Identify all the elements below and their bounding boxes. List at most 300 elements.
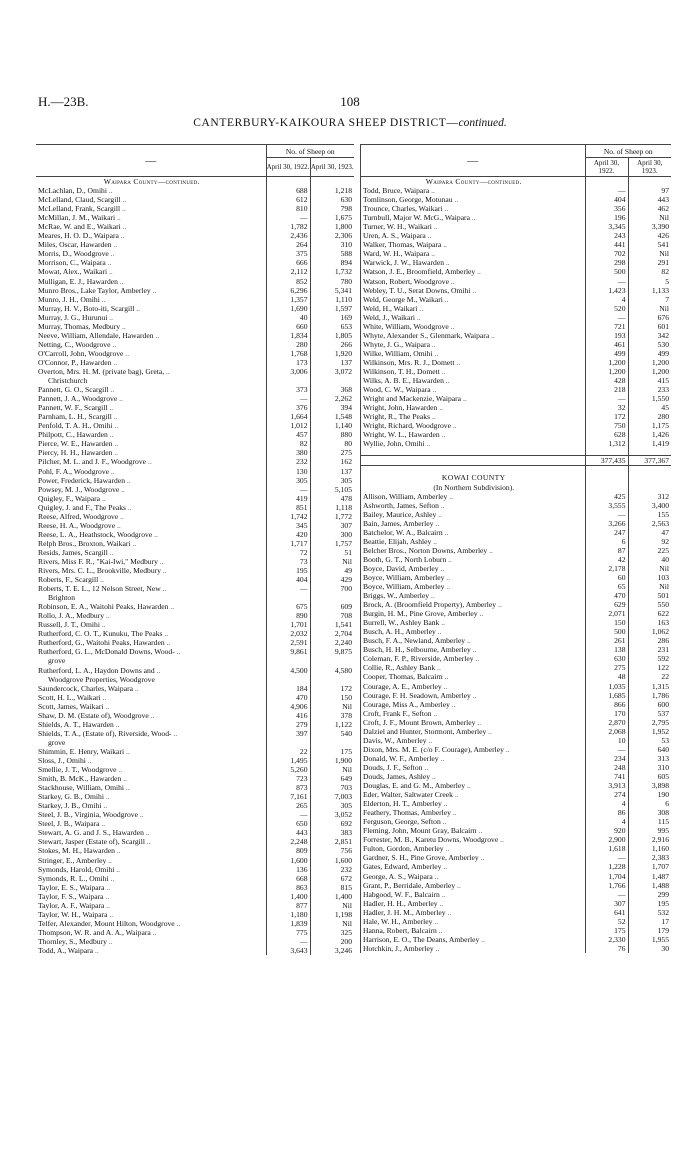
sheep-1922: 130 bbox=[266, 467, 310, 476]
sheep-1922: 397 bbox=[266, 729, 310, 738]
sheep-1923: 5,341 bbox=[310, 286, 354, 295]
table-row bbox=[36, 503, 354, 512]
sheep-1923: Nil bbox=[628, 249, 671, 258]
sheep-1922: — bbox=[585, 853, 628, 862]
leader-dots: .. bbox=[143, 828, 150, 838]
table-row bbox=[361, 295, 671, 304]
sheep-1922: 274 bbox=[585, 790, 628, 799]
sheep-1923: 415 bbox=[628, 376, 671, 385]
sheep-1922: — bbox=[585, 510, 628, 519]
leader-dots: .. bbox=[160, 584, 167, 594]
sheep-1923: 815 bbox=[310, 883, 354, 892]
sheep-1923: 137 bbox=[310, 358, 354, 367]
sheep-1922: 1,782 bbox=[266, 222, 310, 231]
sheep-1923: Nil bbox=[310, 702, 354, 711]
sheep-1923: 169 bbox=[310, 313, 354, 322]
leader-dots: .. bbox=[439, 366, 446, 376]
sheep-1923 bbox=[310, 177, 354, 186]
sheep-1922: 376 bbox=[266, 403, 310, 412]
owner-name: Reese, H. A., Woodgrove .. bbox=[38, 520, 121, 530]
table-row bbox=[36, 304, 354, 313]
sheep-1922: 82 bbox=[266, 439, 310, 448]
right-table-header bbox=[361, 144, 671, 177]
sheep-1922: 5,260 bbox=[266, 765, 310, 774]
leader-dots: .. bbox=[452, 195, 459, 205]
table-row bbox=[361, 286, 671, 295]
sheep-1922: 60 bbox=[585, 573, 628, 582]
sheep-1923: 163 bbox=[628, 618, 671, 627]
owner-name: Hotchkin, J., Amberley .. bbox=[363, 943, 440, 953]
sheep-1922: 150 bbox=[585, 618, 628, 627]
table-row bbox=[36, 240, 354, 249]
sheep-1922: 1,035 bbox=[585, 682, 628, 691]
table-row bbox=[36, 865, 354, 874]
page-number: 108 bbox=[340, 94, 360, 109]
table-row bbox=[361, 492, 671, 501]
table-row bbox=[361, 718, 671, 727]
sheep-1923: 605 bbox=[628, 772, 671, 781]
leader-dots: .. bbox=[144, 837, 151, 847]
owner-name: McMillan, J. M., Waikari .. bbox=[38, 213, 121, 223]
leader-dots: .. bbox=[157, 556, 164, 566]
table-row bbox=[36, 322, 354, 331]
sheep-1922 bbox=[585, 466, 628, 474]
sheep-1923: 3,072 bbox=[310, 367, 354, 376]
sheep-1922: 175 bbox=[585, 926, 628, 935]
leader-dots: .. bbox=[442, 527, 449, 537]
leader-dots: .. bbox=[438, 500, 445, 510]
sheep-1922: 9,861 bbox=[266, 647, 310, 656]
owner-name: Piercy, H. H., Hawarden .. bbox=[38, 448, 119, 458]
table-row bbox=[36, 892, 354, 901]
table-row bbox=[361, 304, 671, 313]
leader-dots: .. bbox=[153, 330, 160, 340]
sheep-1922: 1,200 bbox=[585, 358, 628, 367]
sheep-1922: 279 bbox=[266, 720, 310, 729]
table-row bbox=[36, 846, 354, 855]
sheep-1922: — bbox=[266, 937, 310, 946]
sheep-1923: 233 bbox=[628, 385, 671, 394]
sheep-1922: 461 bbox=[585, 340, 628, 349]
leader-dots: .. bbox=[429, 186, 435, 196]
leader-dots: .. bbox=[431, 222, 438, 232]
owner-name: Elderton, H. T., Amberley .. bbox=[363, 799, 448, 809]
owner-name: Relph Bros., Broxton, Waikari .. bbox=[38, 538, 137, 548]
leader-dots: .. bbox=[437, 898, 444, 908]
table-row bbox=[361, 835, 671, 844]
sheep-1922: 500 bbox=[585, 267, 628, 276]
sheep-1922: 873 bbox=[266, 783, 310, 792]
owner-name: Mowat, Alex., Waikari .. bbox=[38, 267, 113, 277]
table-row bbox=[36, 485, 354, 494]
sheep-1923: 700 bbox=[310, 584, 354, 593]
sheep-1923: 342 bbox=[628, 331, 671, 340]
sheep-1922: 852 bbox=[266, 277, 310, 286]
owner-name: grove bbox=[48, 656, 66, 666]
total-row bbox=[361, 456, 671, 466]
continuation-row bbox=[36, 656, 354, 665]
table-row bbox=[361, 899, 671, 908]
owner-name: Busch, F. A., Newland, Amberley .. bbox=[363, 636, 471, 646]
owner-name: Turnbull, Major W. McG., Waipara .. bbox=[363, 213, 476, 223]
leader-dots: .. bbox=[470, 645, 477, 655]
leader-dots: .. bbox=[461, 394, 467, 404]
owner-name: Powsey, M. J., Woodgrove .. bbox=[38, 484, 125, 494]
leader-dots: .. bbox=[98, 575, 104, 585]
sheep-1923: 1,200 bbox=[628, 358, 671, 367]
leader-dots: .. bbox=[108, 385, 115, 395]
sheep-1923: 172 bbox=[310, 684, 354, 693]
table-row bbox=[36, 602, 354, 611]
owner-name: Weld, George M., Waikari .. bbox=[363, 294, 449, 304]
leader-dots: .. bbox=[432, 871, 439, 881]
table-row bbox=[36, 901, 354, 910]
leader-dots: .. bbox=[425, 231, 432, 241]
leader-dots: .. bbox=[449, 699, 456, 709]
sheep-1922: 173 bbox=[266, 358, 310, 367]
leader-dots: .. bbox=[107, 312, 114, 322]
sheep-1922: 193 bbox=[585, 331, 628, 340]
owner-name: Robinson, E. A., Waitohi Peaks, Hawarden .. bbox=[38, 602, 175, 612]
leader-dots: .. bbox=[476, 826, 483, 836]
left-column bbox=[36, 144, 354, 955]
sheep-1923: 305 bbox=[310, 476, 354, 485]
sheep-1923: 1,122 bbox=[310, 720, 354, 729]
owner-name: White, William, Woodgrove .. bbox=[363, 321, 455, 331]
leader-dots: .. bbox=[442, 294, 449, 304]
leader-dots: .. bbox=[455, 880, 461, 890]
table-row bbox=[361, 645, 671, 654]
owner-name: Brock, A. (Broomfield Property), Amberley .. bbox=[363, 600, 502, 610]
sheep-1923: 1,488 bbox=[628, 881, 671, 890]
sheep-1922: 1,717 bbox=[266, 539, 310, 548]
sheep-1922: 750 bbox=[585, 421, 628, 430]
sheep-1923: 1,800 bbox=[310, 222, 354, 231]
leader-dots: .. bbox=[146, 457, 152, 467]
sheep-1922: 2,068 bbox=[585, 727, 628, 736]
sheep-1923: 305 bbox=[310, 801, 354, 810]
leader-dots: .. bbox=[443, 376, 450, 386]
table-row bbox=[361, 546, 671, 555]
table-row bbox=[361, 385, 671, 394]
table-row bbox=[36, 277, 354, 286]
sheep-1923: 601 bbox=[628, 322, 671, 331]
sheep-1922: — bbox=[585, 186, 628, 195]
leader-dots: .. bbox=[475, 267, 481, 277]
sheep-1923: 22 bbox=[628, 672, 671, 681]
table-row bbox=[36, 720, 354, 729]
leader-dots: .. bbox=[116, 765, 123, 775]
sheep-1922: 264 bbox=[266, 240, 310, 249]
leader-dots: .. bbox=[103, 701, 110, 711]
leader-dots: .. bbox=[432, 348, 439, 358]
leader-dots: .. bbox=[435, 627, 442, 637]
owner-name: Scott, H. L., Waikari .. bbox=[38, 692, 107, 702]
table-row bbox=[36, 792, 354, 801]
owner-name: Saundercock, Charles, Waipara .. bbox=[38, 683, 139, 693]
sheep-1922: 741 bbox=[585, 772, 628, 781]
owner-name: Dixon, Mrs. M. E. (c/o F. Courage), Amberley .. bbox=[363, 744, 510, 754]
table-row bbox=[36, 331, 354, 340]
owner-name: Pierce, W. E., Hawarden .. bbox=[38, 439, 119, 449]
sheep-1923: 1,732 bbox=[310, 267, 354, 276]
table-row bbox=[36, 856, 354, 865]
leader-dots: .. bbox=[148, 710, 155, 720]
sheep-1922: 1,768 bbox=[266, 349, 310, 358]
table-row bbox=[361, 367, 671, 376]
sheep-1923: 1,597 bbox=[310, 304, 354, 313]
leader-dots: .. bbox=[120, 321, 126, 331]
sheep-1923: 45 bbox=[628, 403, 671, 412]
sheep-1922: 6,296 bbox=[266, 286, 310, 295]
owner-name: George, A. S., Waipara .. bbox=[363, 871, 439, 881]
sheep-1922: 499 bbox=[585, 349, 628, 358]
county-heading bbox=[361, 473, 671, 482]
owner-name: Shields, A. T., Hawarden .. bbox=[38, 719, 120, 729]
sheep-1923: 92 bbox=[628, 537, 671, 546]
owner-name: Pohl, F. A., Woodgrove .. bbox=[38, 466, 115, 476]
leader-dots: .. bbox=[114, 864, 121, 874]
left-table-header bbox=[36, 144, 354, 177]
sheep-1922 bbox=[585, 483, 628, 492]
owner-name: Dalziel and Hunter, Stormont, Amberley .. bbox=[363, 726, 492, 736]
sheep-1922: 195 bbox=[266, 566, 310, 575]
leader-dots: .. bbox=[448, 321, 455, 331]
owner-name: Scott, James, Waikari .. bbox=[38, 701, 110, 711]
sheep-1923 bbox=[310, 675, 354, 684]
owner-name: Douds, James, Ashley .. bbox=[363, 772, 436, 781]
sheep-1922: — bbox=[266, 485, 310, 494]
sheep-1923: Nil bbox=[628, 213, 671, 222]
owner-name: Taylor, W. H., Waipara .. bbox=[38, 909, 114, 919]
sheep-1922: 2,071 bbox=[585, 609, 628, 618]
table-row bbox=[36, 521, 354, 530]
sheep-1923: Nil bbox=[628, 564, 671, 573]
table-row bbox=[361, 421, 671, 430]
subdivision-note bbox=[361, 483, 671, 492]
sheep-1922: 628 bbox=[585, 430, 628, 439]
sheep-1923: 368 bbox=[310, 385, 354, 394]
leader-dots: .. bbox=[130, 538, 137, 548]
sheep-1923: 540 bbox=[310, 729, 354, 738]
owner-name: Sloss, J., Omihi .. bbox=[38, 756, 92, 765]
table-row bbox=[36, 421, 354, 430]
owner-name: Belcher Bros., Norton Downs, Amberley .. bbox=[363, 545, 493, 555]
leader-dots: .. bbox=[469, 213, 476, 223]
table-row bbox=[36, 385, 354, 394]
sheep-1923: 2,795 bbox=[628, 718, 671, 727]
table-row bbox=[361, 376, 671, 385]
leader-dots: .. bbox=[498, 835, 504, 845]
sheep-1923: 1,160 bbox=[628, 844, 671, 853]
sheep-1923: Nil bbox=[310, 765, 354, 774]
leader-dots: .. bbox=[137, 810, 144, 820]
sheep-1923: 5,105 bbox=[310, 485, 354, 494]
sheep-1923: 394 bbox=[310, 403, 354, 412]
table-row bbox=[36, 394, 354, 403]
sheep-1922: — bbox=[266, 394, 310, 403]
owner-name: Rutherford, C. O. T., Kunuku, The Peaks .. bbox=[38, 629, 169, 639]
sheep-1923: 609 bbox=[310, 602, 354, 611]
sheep-1922: 470 bbox=[266, 693, 310, 702]
owner-name: Murray, J. G., Hurunui .. bbox=[38, 312, 114, 322]
owner-name: Munro, J. H., Omihi .. bbox=[38, 294, 106, 304]
sheep-1923: 703 bbox=[310, 783, 354, 792]
sheep-1923: 541 bbox=[628, 240, 671, 249]
sheep-1923: 1,218 bbox=[310, 186, 354, 195]
owner-name: Hadler, H. H., Amberley .. bbox=[363, 898, 444, 908]
sheep-1923: 426 bbox=[628, 231, 671, 240]
table-row bbox=[36, 412, 354, 421]
sheep-1922: 1,618 bbox=[585, 844, 628, 853]
table-row bbox=[361, 763, 671, 772]
owner-name: Rutherford, L. A., Haydon Downs and .. bbox=[38, 665, 161, 675]
owner-name: Parnham, L. H., Scargill .. bbox=[38, 412, 118, 422]
table-row bbox=[361, 222, 671, 231]
owner-name: Wyllie, John, Omihi .. bbox=[363, 439, 431, 449]
sheep-1922: 1,839 bbox=[266, 919, 310, 928]
sheep-1922: — bbox=[585, 277, 628, 286]
sheep-1922: 22 bbox=[266, 747, 310, 756]
sheep-1922: 810 bbox=[266, 204, 310, 213]
sheep-1922: 3,266 bbox=[585, 519, 628, 528]
leader-dots: .. bbox=[436, 509, 443, 519]
table-row bbox=[36, 837, 354, 846]
table-row bbox=[361, 781, 671, 790]
sheep-1923: 532 bbox=[628, 908, 671, 917]
sheep-1923: 1,550 bbox=[628, 394, 671, 403]
owner-name: Stackhouse, William, Omihi .. bbox=[38, 783, 130, 793]
sheep-1922: 688 bbox=[266, 186, 310, 195]
sheep-1923: 7 bbox=[628, 295, 671, 304]
table-row bbox=[36, 638, 354, 647]
table-row bbox=[36, 729, 354, 738]
owner-name: Warwick, J. W., Hawarden .. bbox=[363, 258, 450, 268]
right-column bbox=[360, 144, 671, 953]
table-row bbox=[361, 537, 671, 546]
owner-name: O'Connor, P., Hawarden .. bbox=[38, 357, 118, 367]
sheep-1923: 307 bbox=[310, 521, 354, 530]
sheep-1923: 1,920 bbox=[310, 349, 354, 358]
owner-name: Shaw, D. M. (Estate of), Woodgrove .. bbox=[38, 710, 155, 720]
sheep-1923: 49 bbox=[310, 566, 354, 575]
leader-dots: .. bbox=[109, 466, 115, 476]
sheep-1922: 1,701 bbox=[266, 620, 310, 629]
sheep-1922: 3,913 bbox=[585, 781, 628, 790]
sheep-1923: 592 bbox=[628, 654, 671, 663]
sheep-1923: 300 bbox=[310, 530, 354, 539]
sheep-1923: 1,140 bbox=[310, 421, 354, 430]
owner-name: Roberts, F., Scargill .. bbox=[38, 575, 104, 585]
sheep-1922: 1,600 bbox=[266, 856, 310, 865]
sheep-1923: 499 bbox=[628, 349, 671, 358]
sheep-1922 bbox=[266, 675, 310, 684]
sheep-1922: 1,704 bbox=[585, 872, 628, 881]
table-row bbox=[36, 467, 354, 476]
leader-dots: .. bbox=[106, 186, 113, 196]
owner-name: Stewart, A. G. and J. S., Hawarden .. bbox=[38, 828, 150, 838]
sheep-1922: 723 bbox=[266, 774, 310, 783]
table-row bbox=[36, 910, 354, 919]
sheep-1923: 2,916 bbox=[628, 835, 671, 844]
owner-name: Rutherford, G. L., McDonald Downs, Wood- .. bbox=[38, 647, 181, 657]
leader-dots: .. bbox=[486, 726, 492, 736]
table-row bbox=[361, 672, 671, 681]
sheep-1923: 588 bbox=[310, 249, 354, 258]
sheep-1922: — bbox=[585, 745, 628, 754]
leader-dots: .. bbox=[174, 647, 181, 657]
owner-name bbox=[361, 448, 585, 456]
sheep-1923: 653 bbox=[310, 322, 354, 331]
table-row bbox=[36, 231, 354, 240]
sheep-1923: 1,175 bbox=[628, 421, 671, 430]
sheep-1922: 298 bbox=[585, 258, 628, 267]
sheep-1922: 650 bbox=[266, 819, 310, 828]
sheep-1923: 756 bbox=[310, 846, 354, 855]
owner-name: Brighton bbox=[48, 593, 76, 603]
leader-dots: .. bbox=[164, 638, 171, 648]
leader-dots: .. bbox=[106, 855, 112, 865]
owner-name: Wilke, William, Omihi .. bbox=[363, 348, 439, 358]
sheep-1923: 1,772 bbox=[310, 512, 354, 521]
leader-dots: .. bbox=[107, 430, 114, 440]
sheep-1922: 4,906 bbox=[266, 702, 310, 711]
owner-name: Feathery, Thomas, Amberley .. bbox=[363, 808, 457, 818]
sheep-1923 bbox=[310, 656, 354, 665]
sheep-1923: 1,118 bbox=[310, 503, 354, 512]
owner-name: Thompson, W. R. and A. A., Waipara .. bbox=[38, 927, 157, 937]
sheep-1923: 894 bbox=[310, 258, 354, 267]
owner-name: Weld, H., Waikari .. bbox=[363, 303, 424, 313]
sheep-1922: 419 bbox=[266, 494, 310, 503]
sheep-1922: 280 bbox=[266, 340, 310, 349]
sheep-1922: 4 bbox=[585, 799, 628, 808]
sheep-1922: 920 bbox=[585, 826, 628, 835]
leader-dots: .. bbox=[101, 801, 108, 811]
sheep-1922: 73 bbox=[266, 557, 310, 566]
sheep-1923: 3,390 bbox=[628, 222, 671, 231]
sheep-1923: 692 bbox=[310, 819, 354, 828]
owner-name: Taylor, F. S., Waipara .. bbox=[38, 891, 110, 901]
sheep-1923: 280 bbox=[628, 412, 671, 421]
sheep-1922: 184 bbox=[266, 684, 310, 693]
sheep-1922: 1,200 bbox=[585, 367, 628, 376]
owner-name: Boyce, William, Amberley .. bbox=[363, 582, 451, 592]
leader-dots: .. bbox=[100, 692, 107, 702]
owner-name: Watson, Robert, Woodgrove .. bbox=[363, 276, 455, 286]
sheep-1923: 1,200 bbox=[628, 367, 671, 376]
sheep-1923: Nil bbox=[310, 919, 354, 928]
sheep-1923: 97 bbox=[628, 186, 671, 195]
owner-name: Wright, John, Hawarden .. bbox=[363, 403, 444, 413]
owner-name: Donald, W. F., Amberley .. bbox=[363, 753, 445, 763]
table-row bbox=[36, 765, 354, 774]
leader-dots: .. bbox=[111, 240, 118, 250]
sheep-1923: 429 bbox=[310, 575, 354, 584]
owner-name: Davis, W., Amberley .. bbox=[363, 735, 433, 745]
sheep-1923: 672 bbox=[310, 874, 354, 883]
sheep-1923: 1,133 bbox=[628, 286, 671, 295]
sheep-1922: 6 bbox=[585, 537, 628, 546]
sheep-1923: 310 bbox=[628, 763, 671, 772]
sheep-1923: 2,563 bbox=[628, 519, 671, 528]
leader-dots: .. bbox=[171, 728, 178, 738]
owner-name: Reese, L. A., Heathstock, Woodgrove .. bbox=[38, 529, 158, 539]
leader-dots: .. bbox=[479, 934, 485, 944]
sheep-1922: 265 bbox=[266, 801, 310, 810]
owner-name: Courage, Miss A., Amberley .. bbox=[363, 699, 456, 709]
document-id: H.—23B. bbox=[38, 94, 89, 109]
